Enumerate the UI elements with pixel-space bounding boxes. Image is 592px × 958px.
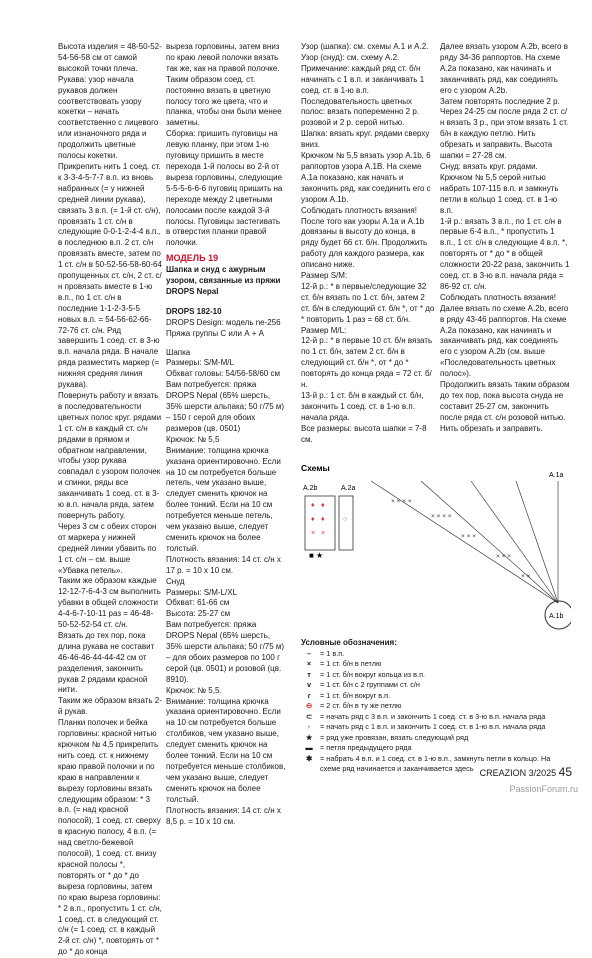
legend-symbol: ɾ — [307, 690, 311, 700]
svg-text:× ×: × × — [521, 573, 531, 580]
scheme-label-a2a: A.2a — [341, 485, 356, 492]
scheme-label-a2b: A.2b — [303, 485, 318, 492]
text-paragraph: Высота изделия = 48-50-52-54-56-58 см от самой высокой точки плеча. — [58, 42, 162, 73]
watermark: PassionForum.ru — [509, 784, 578, 794]
column-2 — [166, 42, 286, 827]
legend-item — [301, 712, 571, 723]
text-paragraph: Рукава: узор начала рукавов должен соответствовать узору кокетки – начать соответственно с лицевого или изнаночного ряда и продолжить цветные полосы кокетки. Прикрепить нить 1 соед. ст. к 3-3-4-5-7-7 в.п. из вновь набранных (= у нижней средней линии рукава), связать 3 в.п. (= 1-й ст. с/н), провязать 1 ст. с/н в следующие 0-0-1-2-4-4 в.п., в последнюю в.п. 2 ст. с/н провязать вместе, затем по 1 ст. с/н в 50-52-56-58-60-64 пропущенных ст. с/н, 2 ст. с/н провязать вместе в 1-ю в.п., по 1 ст. с/н в последние 1-1-2-3-5-5 новых в.п. = 54-56-62-66-72-76 ст. с/н. Ряд завершить 1 соед. ст. в 3-ю в.п. начала ряда. В начале ряда разместить маркер (= нижняя средняя линия рукава). — [58, 74, 162, 390]
legend-text: = ряд уже провязан, вязать следующий ряд — [320, 732, 469, 742]
text-paragraph: Крючок: № 5,5. — [166, 685, 222, 695]
svg-text:×: × — [311, 530, 316, 537]
text-paragraph: Соблюдать плотность вязания! — [440, 292, 556, 302]
text-paragraph: Далее вязать узором А.2b, всего в ряду 34-36 раппортов. На схеме А.2а показано, как начинать и заканчивать ряд, как соединять его с узором А.2b. — [440, 42, 568, 95]
text-paragraph: Повернуть работу и вязать в последовательности цветных полос круг. рядами 1 ст. с/н в каждый ст. с/н рядами в прямом и обратном направлении, чтобы узор рукава совпадал с узором полочек и спинки, ряды все заканчивать 1 соед. ст. в 3-ю в.п. начала ряда, затем повернуть работу. — [58, 391, 162, 520]
crochet-schemes-diagram — [301, 463, 571, 633]
design-line: DROPS Design: модель ne-256 — [166, 317, 281, 327]
svg-text:♦: ♦ — [311, 516, 315, 523]
legend-text: = 2 ст. б/н в ту же петлю — [320, 701, 402, 710]
legend-title: Условные обозначения: — [301, 638, 397, 647]
legend-symbol: ▬ — [305, 743, 313, 752]
svg-text:×: × — [321, 530, 326, 537]
text-paragraph: Через 3 см с обеих сторон от маркера у нижней средней линии убавить по 1 ст. с/н – см. выше «Убавка петель». — [58, 521, 157, 575]
model-title: Шапка и снуд с ажурным узором, связанные из пряжи DROPS Nepal — [166, 265, 281, 296]
legend-item — [301, 659, 571, 670]
text-paragraph: Обхват головы: 54/56-58/60 см — [166, 369, 280, 379]
legend-symbol: т — [307, 669, 311, 679]
svg-text:♦: ♦ — [321, 516, 325, 523]
text-paragraph: Таким же образом вязать 2-й рукав. — [58, 696, 162, 717]
text-paragraph: Размеры: S/M-L/XL — [166, 587, 238, 597]
text-paragraph: Высота: 25-27 см — [166, 609, 231, 619]
scheme-a1-stitches — [391, 498, 531, 580]
text-paragraph: Далее вязать по схеме А.2b, всего в ряду 43-46 раппортов. На схеме А.2а показано, как начинать и заканчивать ряд, как соединять его с узором А.2b (см. выше «Последовательность цветных полос»). — [440, 303, 569, 379]
legend-text: = 1 ст. б/н в петлю — [320, 659, 382, 668]
text-paragraph: Вязать до тех пор, пока длина рукава не составит 46-46-46-44-44-42 см от разделения, закончить рукав 2 рядами красной нити. — [58, 630, 155, 695]
legend-item — [301, 733, 571, 744]
schemes-title: Схемы — [301, 463, 330, 473]
text-paragraph: Таким же образом каждые 12-12-7-6-4-3 см выполнить убавки в общей сложности 4-4-6-7-10-11 раз = 46-48-50-52-52-54 ст. с/н. — [58, 576, 161, 630]
legend-text: = начать ряд с 3 в.п. и закончить 1 соед. ст. в 3-ю в.п. начала ряда — [320, 711, 546, 721]
legend-item — [301, 649, 571, 660]
text-paragraph: Внимание: толщина крючка указана ориентировочно. Если на 10 см потребуется больше петель, чем указано выше, следует сменить крючок на более тонкий. Если на 10 см потребуется меньше петель, чем указано выше, следует сменить крючок на более толстый. — [166, 445, 281, 553]
legend-symbol: ★ — [305, 732, 313, 742]
text-paragraph: 12-й р.: * в первые 10 ст. б/н вязать по 1 ст. б/н, затем 2 ст. б/н в следующий ст. б/н *, от * до * повторять до конца ряда = 72 ст. б/н. — [301, 336, 433, 390]
text-paragraph: Вам потребуется: пряжа DROPS Nepal (65% шерсть, 35% шерсти альпака; 50 г/75 м) – для обоих размеров по 100 г серой (цв. 0501) и розовой (цв. 8910). — [166, 620, 285, 684]
text-paragraph: Крючок: № 5,5 — [166, 434, 220, 444]
legend-item — [301, 722, 571, 733]
svg-text:○: ○ — [343, 516, 348, 523]
legend-text: = 1 ст. б/н с 2 группами ст. с/н — [320, 680, 420, 689]
svg-text:× × ×: × × × — [496, 553, 511, 560]
text-paragraph: Снуд: вязать круг. рядами. Крючком № 5,5 серой нитью набрать 107-115 в.п. и замкнуть петли в кольцо 1 соед. ст. в 1-ю в.п. — [440, 161, 559, 215]
svg-text:♦: ♦ — [321, 502, 325, 509]
text-paragraph: Плотность вязания: 14 ст. с/н х 8,5 р. = 10 х 10 см. — [166, 805, 281, 826]
text-paragraph: Размеры: S/M-M/L — [166, 358, 234, 368]
text-paragraph: После того как узоры А.1а и А.1b довязаны в высоту до конца, в ряду будет 66 ст. б/н. Продолжить работу для каждого размера, как описано ниже. — [301, 216, 428, 270]
scheme-a2b-box — [305, 496, 335, 550]
text-paragraph: Внимание: толщина крючка указана ориентировочно. Если на 10 см потребуется больше столбиков, чем указано выше, следует сменить крючок на более тонкий. Если на 10 см потребуется меньше столбиков, чем указано выше, следует сменить крючок на более толстый. — [166, 696, 286, 804]
legend-item — [301, 743, 571, 754]
model-number: МОДЕЛЬ 19 — [166, 253, 219, 264]
text-paragraph: Продолжить вязать таким образом до тех пор, пока высота снуда не составит 25-27 см, закончить после ряда ст. с/н розовой нитью. Нить обрезать и заправить. — [440, 380, 570, 433]
text-paragraph: Шапка — [166, 347, 191, 357]
text-paragraph: выреза горловины, затем вниз по краю левой полочки вязать так же, как на правой полочке. Таким образом соед. ст. постоянно вязать в цветную полосу того же цвета, что и планка, чтобы они были менее заметны. — [166, 42, 282, 128]
text-paragraph: Размер M/L: — [301, 325, 347, 335]
scheme-a2a-box — [339, 496, 353, 550]
text-paragraph: 1-й р.: вязать 3 в.п., по 1 ст. с/н в первые 6-4 в.п., * пропустить 1 в.п., 1 ст. с/н в следующие 4 в.п. *, повторять от * до * в общей сложности 20-22 раза, закончить 1 соед. ст. в 3-ю в.п. начала ряда = 86-92 ст. с/н. — [440, 216, 570, 291]
svg-text:× × × ×: × × × × — [391, 498, 412, 505]
legend — [301, 638, 571, 775]
text-paragraph: Соблюдать плотность вязания! — [301, 205, 417, 215]
legend-symbol: ✱ — [305, 753, 313, 763]
text-paragraph: Размер S/M: — [301, 271, 348, 281]
text-paragraph: Вам потребуется: пряжа DROPS Nepal (65% шерсть, 35% шерсти альпака; 50 г/75 м) – 150 г серой для обоих размеров (цв. 0501) — [166, 380, 285, 433]
legend-item — [301, 701, 571, 712]
magazine-issue: CREAZION 3/2025 — [479, 768, 557, 778]
legend-symbol: – — [306, 648, 312, 658]
text-paragraph: Крючком № 5,5 вязать узор А.1b, 6 раппортов узора А.1В. На схеме А.1а показано, как начать и закончить ряд, как соединить его с узором А.1b. — [301, 151, 431, 204]
text-paragraph: Затем повторять последние 2 р. — [440, 96, 560, 106]
text-paragraph: Планки полочек и бейка горловины: красной нитью крючком № 4,5 прикрепить нить соед. ст. к нижнему краю правой полочки и по краю в направлении к вырезу горловины вязать следующим образом: * 3 в.п. (= над красной полосой), 1 соед. ст. сверху в красную полосу, 4 в.п. (= над светло-бежевой полосой), 1 соед. ст. внизу красной полосы *, повторять от * до * до выреза горловины, затем по краю выреза горловины: * 2 в.п., пропустить 1 ст. с/н, 1 соед. ст. в следующий ст. с/н (= 1 соед. ст. в каждый 2-й ст. с/н) *, повторять от * до * до конца — [58, 718, 162, 957]
column-4 — [440, 42, 570, 435]
text-paragraph: Плотность вязания: 14 ст. с/н х 17 р. = 10 х 10 см. — [166, 554, 281, 575]
legend-text: = петля предыдущего ряда — [320, 743, 412, 752]
legend-text: = 1 в.п. — [320, 648, 345, 658]
legend-symbol: ⊖ — [305, 701, 313, 710]
design-code: DROPS 182-10 — [166, 306, 222, 316]
svg-text:× × × ×: × × × × — [431, 513, 452, 520]
text-paragraph: Все размеры: высота шапки = 7-8 см. — [301, 423, 427, 444]
legend-text: = 1 ст. б/н вокруг кольца из в.п. — [320, 669, 426, 679]
text-paragraph: 13-й р.: 1 ст. б/н в каждый ст. б/н, закончить 1 соед. ст. в 1-ю в.п. начала ряда. — [301, 391, 424, 422]
design-line: Пряжа группы С или А + А — [166, 328, 264, 338]
legend-item — [301, 680, 571, 691]
legend-item — [301, 691, 571, 702]
scheme-label-a1a: A.1a — [549, 472, 564, 479]
text-paragraph: Шапка: вязать круг. рядами сверху вниз. — [301, 129, 430, 150]
page-footer — [480, 765, 572, 779]
column-3 — [301, 42, 435, 446]
column-1 — [58, 42, 162, 958]
text-paragraph: Узор (шапка): см. схемы А.1 и А.2. — [301, 42, 429, 51]
legend-text: = 1 ст. б/н вокруг в.п. — [320, 690, 391, 700]
scheme-row-markers: ■ ★ — [309, 551, 324, 560]
legend-item — [301, 670, 571, 681]
scheme-label-a1b: A.1b — [549, 613, 564, 620]
text-paragraph: Обхват: 61-66 см — [166, 598, 230, 608]
legend-text: = начать ряд с 1 в.п. и закончить 1 соед. ст. в 1-ю в.п. начала ряда — [320, 722, 546, 731]
text-paragraph: Последовательность цветных полос: вязать попеременно 2 р. розовой и 2 р. серой нитью. — [301, 96, 420, 128]
legend-text: = набрать 4 в.п. и 1 соед. ст. в 1-ю в.п., замкнуть петли в кольцо. На схеме ряд начинается и заканчивается здесь — [320, 753, 551, 773]
svg-text:♦: ♦ — [311, 502, 315, 509]
legend-symbol: ◦ — [307, 722, 311, 731]
scheme-a2-symbols — [311, 502, 347, 537]
text-paragraph: 12-й р.: * в первые/следующие 32 ст. б/н вязать по 1 ст. б/н, затем 2 ст. б/н в следующий ст. б/н *, от * до * повторить 1 раз = 68 ст. б/н. — [301, 281, 435, 324]
svg-text:× × ×: × × × — [461, 533, 476, 540]
text-paragraph: Снуд — [166, 576, 185, 586]
text-paragraph: Примечание: каждый ряд ст. б/н начинать с 1 в.п. и заканчивать 1 соед. ст. в 1-ю в.п. — [301, 63, 425, 95]
legend-symbol: × — [306, 659, 312, 668]
text-paragraph: Сборка: пришить пуговицы на левую планку, при этом 1-ю пуговицу пришить в месте перехода 1-й полосы во 2-й от выреза горловины, следующие 5-5-5-6-6-6 пуговиц пришить на переходе между 2 цветными полосами после каждой 3-й полосы. Пуговицы застегивать в отверстия планки правой полочки. — [166, 129, 283, 248]
legend-symbol: ⊂ — [305, 711, 313, 721]
text-paragraph: Узор (снуд): см. схему А.2. — [301, 52, 400, 62]
legend-symbol: v — [306, 680, 312, 689]
text-paragraph: Через 24-25 см после ряда 2 ст. с/н вязать 3 р., при этом вязать 1 ст. б/н в каждую петлю. Нить обрезать и заправить. Высота шапки = 27-28 см. — [440, 107, 569, 161]
page-number: 45 — [558, 765, 572, 779]
